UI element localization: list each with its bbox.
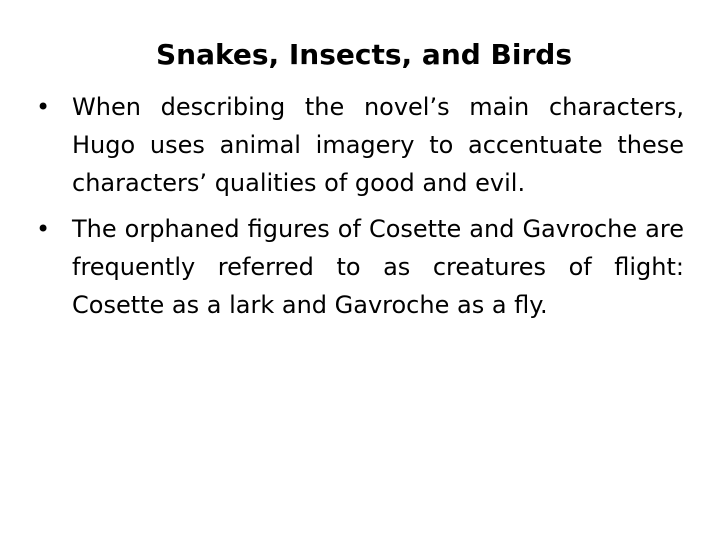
bullet-item [36, 88, 684, 202]
bullet-marker: • [36, 215, 51, 243]
bullet-list [36, 88, 684, 332]
bullet-item [36, 210, 684, 324]
bullet-text: The orphaned figures of Cosette and Gavroche are frequently referred to as creatures of flight: Cosette as a lark and Gavroche as a fly. [72, 215, 684, 319]
bullet-marker: • [36, 93, 51, 121]
slide-title: Snakes, Insects, and Birds [155, 38, 573, 71]
bullet-text: When describing the novel’s main characters, Hugo uses animal imagery to accentuate these characters’ qualities of good and evil. [72, 93, 684, 197]
